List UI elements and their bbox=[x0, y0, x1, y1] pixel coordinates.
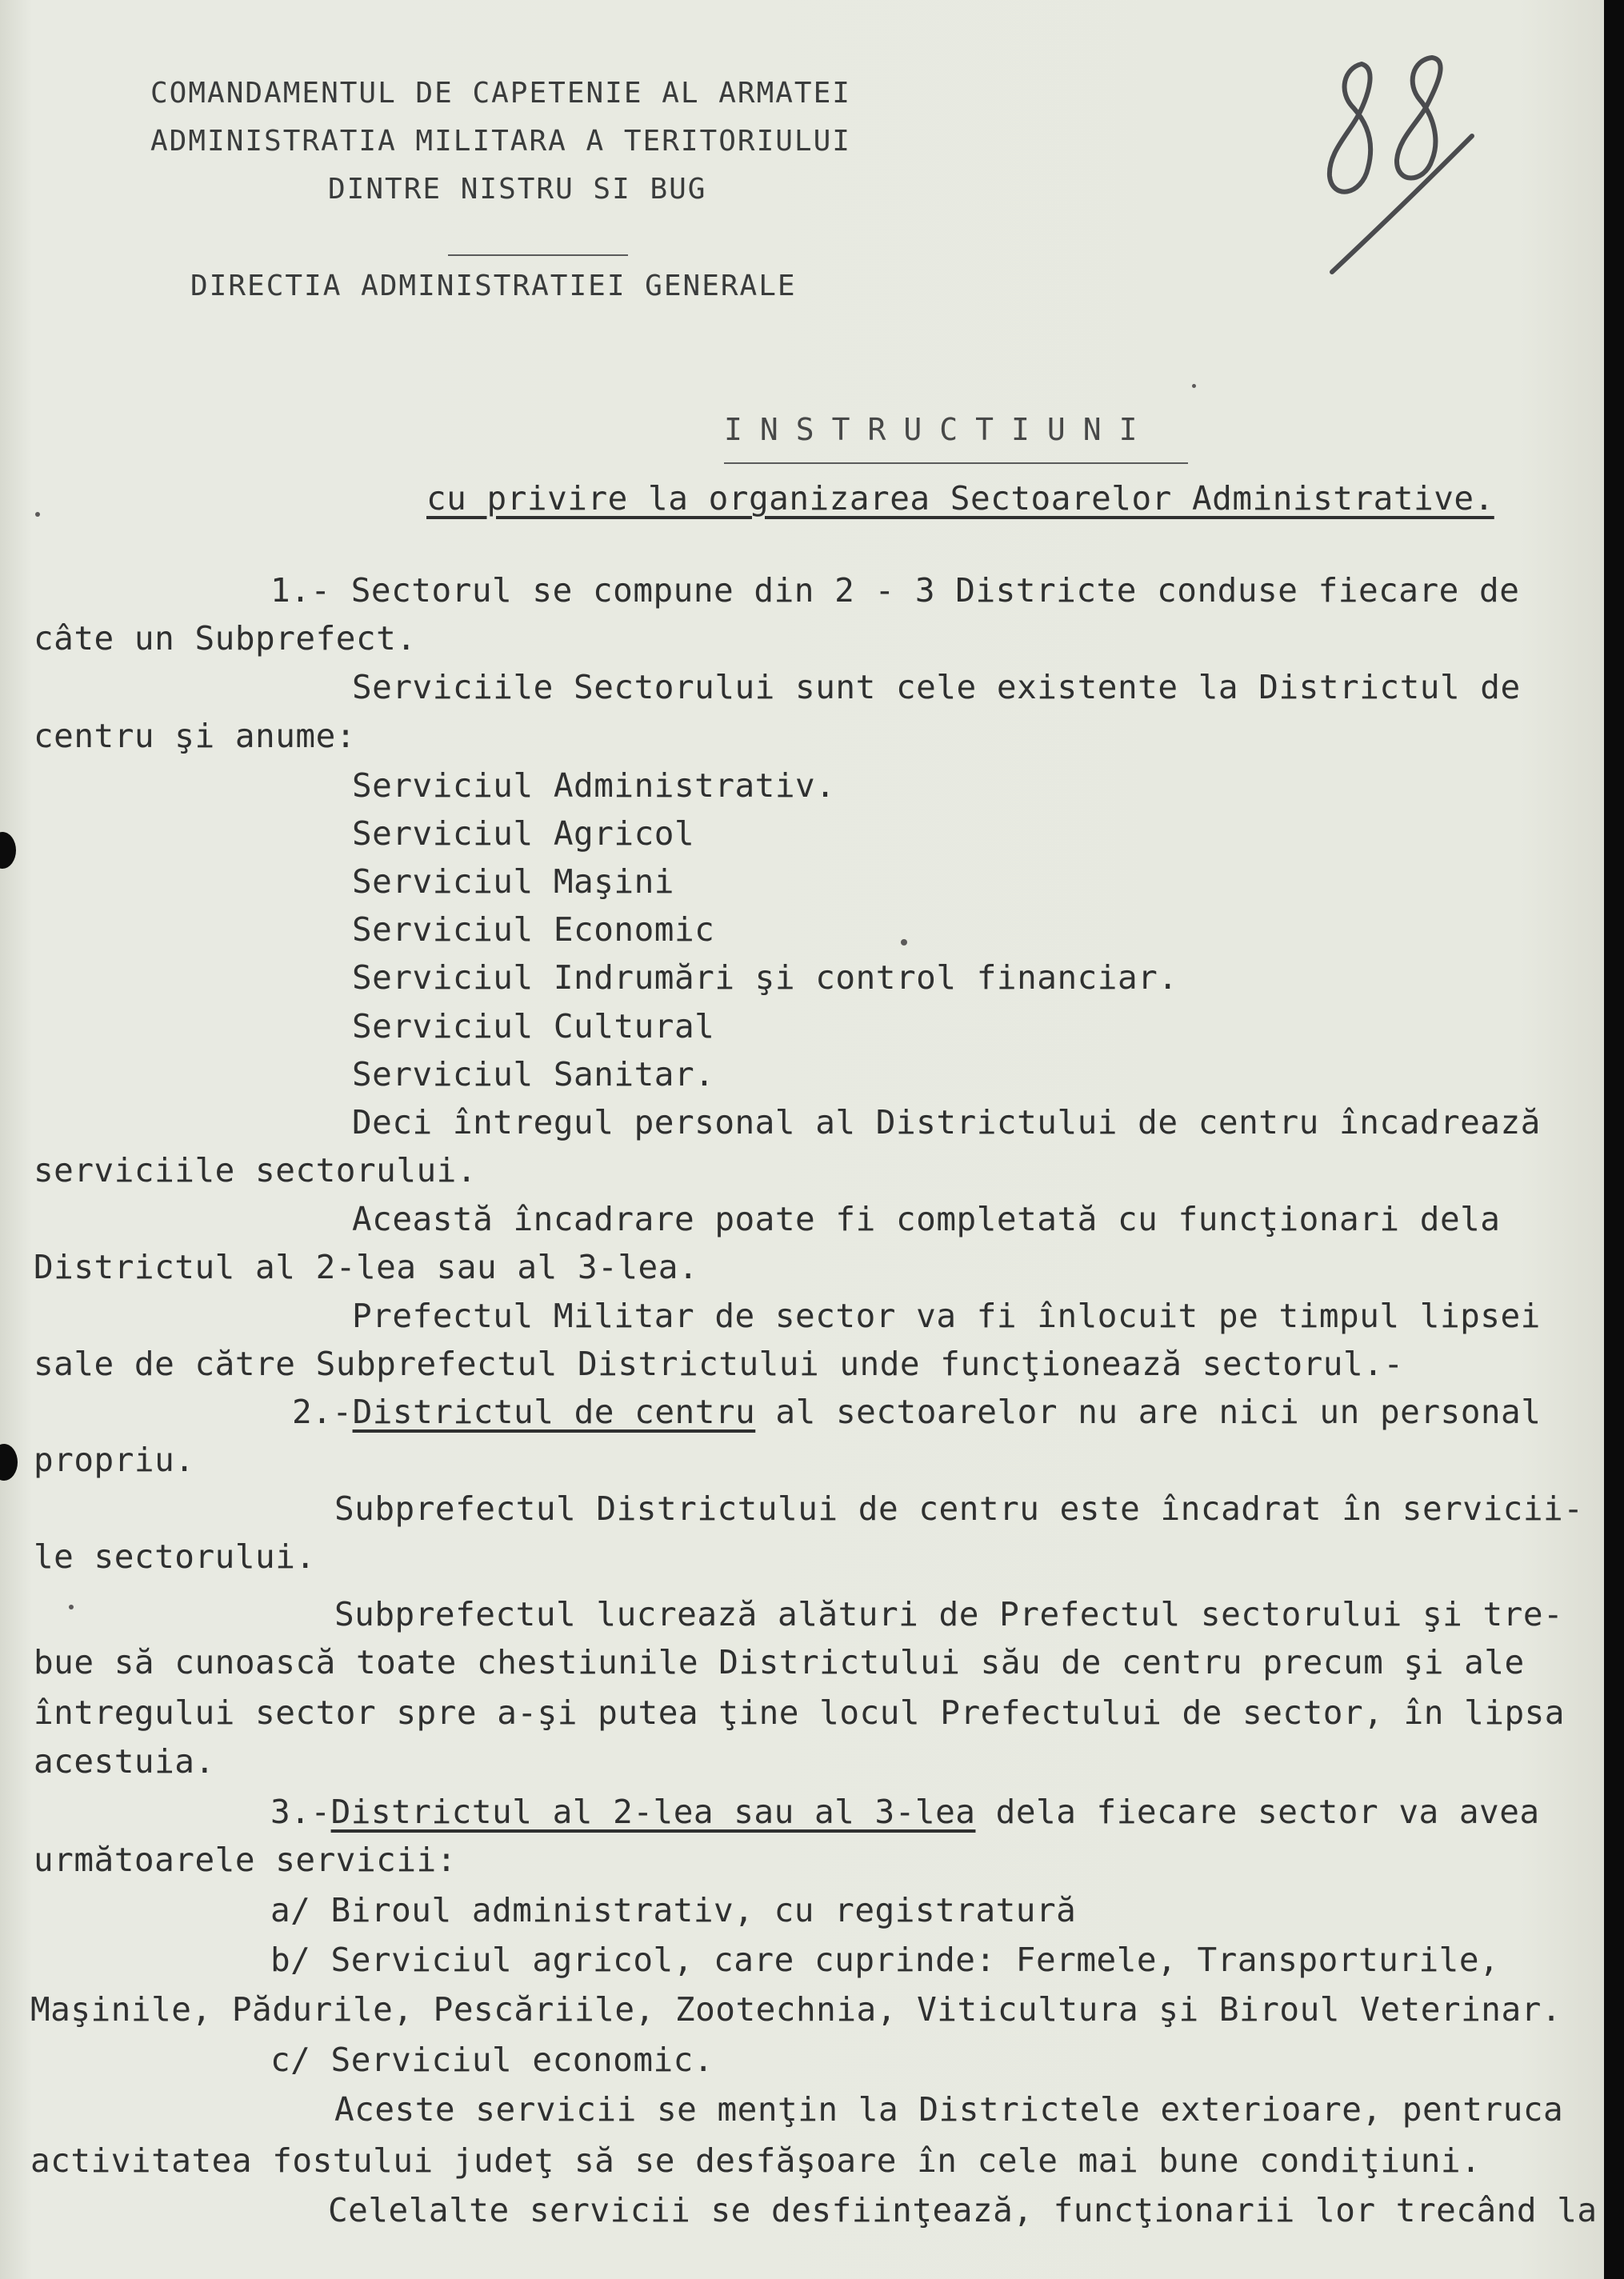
body-line: b/ Serviciul agricol, care cuprinde: Fermele, Transporturile, bbox=[270, 1941, 1500, 1979]
body-line: întregului sector spre a-şi putea ţine locul Prefectului de sector, în lipsa bbox=[34, 1693, 1565, 1732]
section-heading-rest: dela fiecare sector va avea bbox=[975, 1793, 1540, 1831]
body-line: Prefectul Militar de sector va fi înlocuit pe timpul lipsei bbox=[352, 1297, 1541, 1335]
body-line: Serviciile Sectorului sunt cele existente la Districtul de bbox=[352, 668, 1521, 706]
header-line-1: COMANDAMENTUL DE CAPETENIE AL ARMATEI bbox=[150, 77, 851, 110]
section-3-heading bbox=[270, 1792, 1540, 1832]
body-line: câte un Subprefect. bbox=[34, 619, 417, 658]
scan-edge-shadow bbox=[1604, 0, 1624, 2279]
body-line: activitatea fostului judeţ să se desfăşoare în cele mai bune condiţiuni. bbox=[30, 2141, 1482, 2180]
body-line: acestuia. bbox=[34, 1742, 215, 1781]
header-line-2: ADMINISTRATIA MILITARA A TERITORIULUI bbox=[150, 125, 851, 158]
section-2-heading bbox=[292, 1392, 1541, 1432]
body-line: Această încadrare poate fi completată cu funcţionari dela bbox=[352, 1200, 1501, 1238]
body-line: Subprefectul lucrează alături de Prefectul sectorului şi tre- bbox=[334, 1595, 1564, 1633]
punch-hole bbox=[0, 832, 16, 869]
service-list-item: Serviciul Administrativ. bbox=[352, 766, 836, 805]
document-title: INSTRUCTIUNI bbox=[724, 412, 1155, 447]
body-line: Aceste servicii se menţin la Districtele exterioare, pentruca bbox=[334, 2090, 1564, 2129]
section-number: 2.- bbox=[292, 1393, 353, 1431]
service-list-item: Serviciul Indrumări şi control financiar. bbox=[352, 958, 1178, 997]
section-heading-underlined: Districtul al 2-lea sau al 3-lea bbox=[330, 1793, 976, 1831]
body-line: 1.- Sectorul se compune din 2 - 3 Districte conduse fiecare de bbox=[270, 571, 1520, 610]
service-list-item: Serviciul Agricol bbox=[352, 814, 695, 853]
service-list-item: Serviciul Cultural bbox=[352, 1007, 715, 1046]
body-line: propriu. bbox=[34, 1441, 195, 1479]
section-heading-rest: al sectoarelor nu are nici un personal bbox=[755, 1393, 1542, 1431]
body-line: următoarele servicii: bbox=[34, 1841, 457, 1879]
body-line: Celelalte servicii se desfiinţează, funcţionarii lor trecând la bbox=[328, 2191, 1598, 2229]
body-line: centru şi anume: bbox=[34, 717, 356, 755]
service-list-item: Serviciul Maşini bbox=[352, 862, 674, 901]
title-underline bbox=[724, 462, 1188, 464]
paper-speck bbox=[69, 1605, 74, 1609]
body-line: le sectorului. bbox=[34, 1537, 316, 1576]
body-line: c/ Serviciul economic. bbox=[270, 2041, 714, 2079]
body-line: Subprefectul Districtului de centru este încadrat în servicii- bbox=[334, 1489, 1584, 1528]
body-line: Districtul al 2-lea sau al 3-lea. bbox=[34, 1248, 699, 1286]
body-line: Maşinile, Pădurile, Pescăriile, Zootechnia, Viticultura şi Biroul Veterinar. bbox=[30, 1990, 1562, 2029]
body-line: sale de către Subprefectul Districtului unde funcţionează sectorul.- bbox=[34, 1345, 1404, 1383]
section-heading-underlined: Districtul de centru bbox=[352, 1393, 756, 1431]
header-line-3: DINTRE NISTRU SI BUG bbox=[328, 173, 707, 206]
body-line: Deci întregul personal al Districtului de centru încadrează bbox=[352, 1103, 1541, 1141]
service-list-item: Serviciul Sanitar. bbox=[352, 1055, 715, 1094]
header-divider bbox=[448, 254, 628, 256]
paper-speck bbox=[1192, 384, 1196, 388]
body-line: serviciile sectorului. bbox=[34, 1151, 478, 1189]
document-subtitle: cu privire la organizarea Sectoarelor Administrative. bbox=[426, 479, 1494, 518]
handwritten-page-number bbox=[1312, 48, 1488, 288]
body-line: bue să cunoască toate chestiunile Districtului său de centru precum şi ale bbox=[34, 1643, 1525, 1681]
header-line-4: DIRECTIA ADMINISTRATIEI GENERALE bbox=[190, 270, 797, 302]
punch-hole bbox=[0, 1444, 18, 1481]
body-line: a/ Biroul administrativ, cu registratură bbox=[270, 1891, 1077, 1929]
section-number: 3.- bbox=[270, 1793, 331, 1831]
service-list-item: Serviciul Economic bbox=[352, 910, 715, 949]
paper-speck bbox=[35, 512, 40, 517]
paper-speck bbox=[901, 939, 907, 946]
